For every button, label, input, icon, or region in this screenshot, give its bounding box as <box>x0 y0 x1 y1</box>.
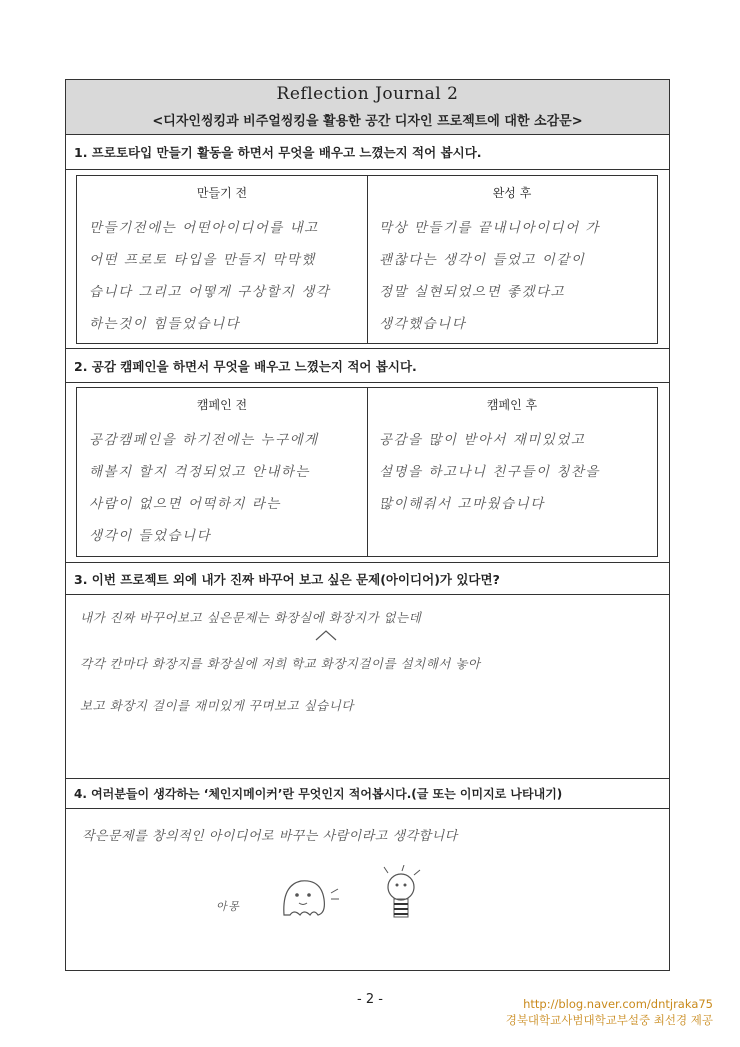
insert-caret-mark <box>314 628 338 642</box>
page-title: Reflection Journal 2 <box>276 84 459 104</box>
question-2: 2. 공감 캠페인을 하면서 무엇을 배우고 느꼈는지 적어 봅시다. <box>66 349 669 383</box>
q1-answer-box <box>76 175 658 344</box>
q2-right-line: 공감을 많이 받아서 재미있었고 <box>379 432 586 448</box>
blog-url-link[interactable]: http://blog.naver.com/dntjraka75 <box>523 997 713 1011</box>
page-number: - 2 - <box>357 992 383 1007</box>
q1-right-line: 생각했습니다 <box>379 316 467 332</box>
q3-answer-line: 보고 화장지 걸이를 재미있게 꾸며보고 싶습니다 <box>80 698 354 713</box>
q2-left-heading: 캠페인 전 <box>196 398 248 412</box>
journal-frame <box>65 79 670 971</box>
credit-text: 경북대학교사범대학교부설중 최선경 제공 <box>505 1013 713 1027</box>
q3-answer-line: 내가 진짜 바꾸어보고 싶은문제는 화장실에 화장지가 없는데 <box>80 610 422 625</box>
credit-block <box>506 996 713 1028</box>
q1-right-line: 정말 실현되었으면 좋겠다고 <box>379 284 566 300</box>
q2-right-heading: 캠페인 후 <box>486 398 538 412</box>
q2-right-line: 설명을 하고나니 친구들이 칭찬을 <box>379 464 600 480</box>
q2-left-line: 해볼지 할지 걱정되었고 안내하는 <box>89 464 310 480</box>
page-subtitle: <디자인씽킹과 비주얼씽킹을 활용한 공간 디자인 프로젝트에 대한 소감문> <box>152 114 583 129</box>
q4-answer-line: 작은문제를 창의적인 아이디어로 바꾸는 사람이라고 생각합니다 <box>82 829 458 844</box>
q1-right-line: 막상 만들기를 끝내니아이디어 가 <box>379 220 600 236</box>
q1-left-line: 어떤 프로토 타입을 만들지 막막했 <box>89 252 316 268</box>
q1-divider <box>367 176 368 343</box>
q3-answer-line: 각각 칸마다 화장지를 화장실에 저희 학교 화장지걸이를 설치해서 놓아 <box>80 656 481 671</box>
q1-left-line: 만들기전에는 어떤아이디어를 내고 <box>89 220 319 236</box>
q2-right-line: 많이해줘서 고마웠습니다 <box>379 496 545 512</box>
q1-left-heading: 만들기 전 <box>196 186 248 200</box>
q1-left-line: 하는것이 힘들었습니다 <box>89 316 241 332</box>
question-3: 3. 이번 프로젝트 외에 내가 진짜 바꾸어 보고 싶은 문제(아이디어)가 있다면? <box>66 563 669 595</box>
q1-right-heading: 완성 후 <box>492 186 532 200</box>
question-4: 4. 여러분들이 생각하는 ‘체인지메이커’란 무엇인지 적어봅시다.(글 또는 이미지로 나타내기) <box>66 779 669 809</box>
doodle-label: 아몽 <box>216 900 241 913</box>
q2-divider <box>367 388 368 556</box>
q2-left-line: 사람이 없으면 어떡하지 라는 <box>89 496 281 512</box>
q2-left-line: 공감캠페인을 하기전에는 누구에게 <box>89 432 319 448</box>
journal-header <box>66 80 669 135</box>
q1-left-line: 습니다 그리고 어떻게 구상할지 생각 <box>89 284 331 300</box>
q2-left-line: 생각이 들었습니다 <box>89 528 212 544</box>
q1-right-line: 괜찮다는 생각이 들었고 이같이 <box>379 252 586 268</box>
doodle-drawing <box>276 865 426 925</box>
question-1: 1. 프로토타입 만들기 활동을 하면서 무엇을 배우고 느꼈는지 적어 봅시다. <box>66 134 669 170</box>
q2-answer-box <box>76 387 658 557</box>
